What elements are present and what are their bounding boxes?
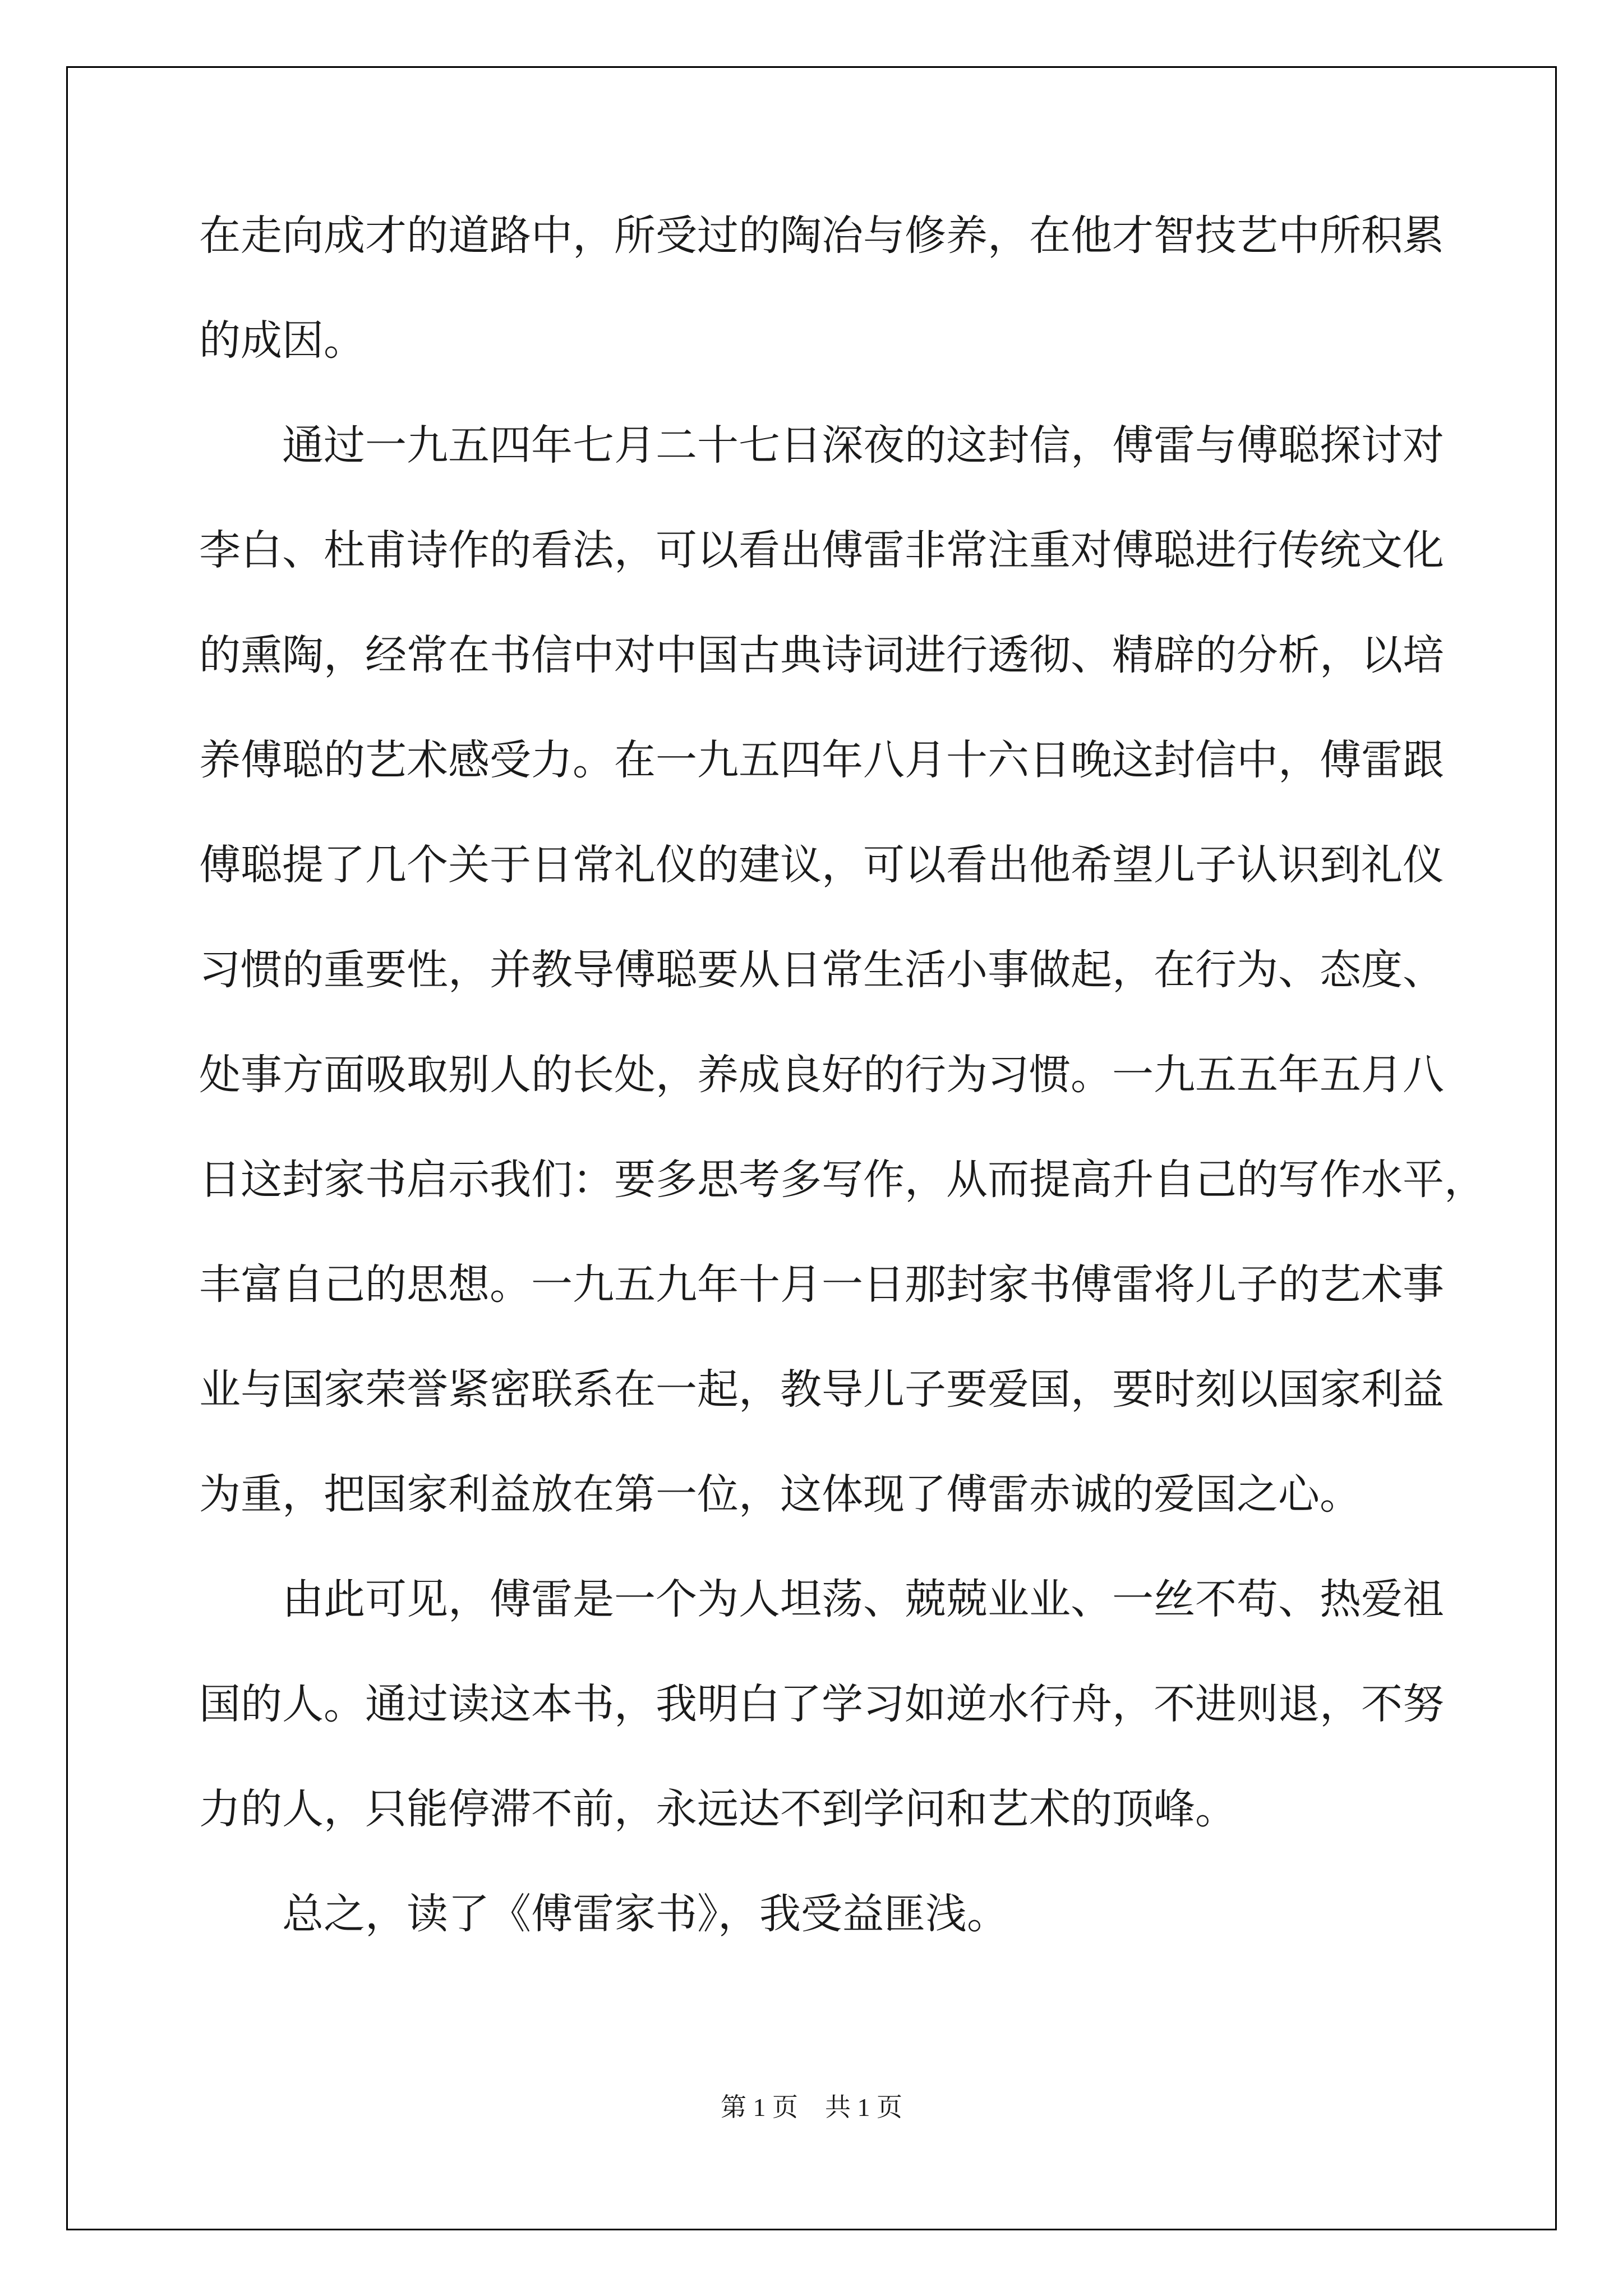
- text-line: 丰富自己的思想。一九五九年十月一日那封家书傅雷将儿子的艺术事: [199, 1260, 1444, 1309]
- page-footer: [0, 2091, 1623, 2124]
- text-line: 为重，把国家利益放在第一位，这体现了傅雷赤诚的爱国之心。: [199, 1470, 1361, 1519]
- page-number-current: 第 1 页: [721, 2093, 798, 2122]
- text-line: 的熏陶，经常在书信中对中国古典诗词进行透彻、精辟的分析，以培: [199, 631, 1444, 679]
- page-number-total: 共 1 页: [825, 2093, 902, 2122]
- text-line: 国的人。通过读这本书，我明白了学习如逆水行舟，不进则退，不努: [199, 1680, 1444, 1728]
- text-line: 力的人，只能停滞不前，永远达不到学问和艺术的顶峰。: [199, 1785, 1237, 1833]
- paragraph-start-line: 由此可见，傅雷是一个为人坦荡、兢兢业业、一丝不苟、热爱祖: [282, 1575, 1444, 1623]
- text-line: 傅聪提了几个关于日常礼仪的建议，可以看出他希望儿子认识到礼仪: [199, 841, 1444, 889]
- text-line: 在走向成才的道路中，所受过的陶冶与修养，在他才智技艺中所积累: [199, 211, 1444, 260]
- text-line: 处事方面吸取别人的长处，养成良好的行为习惯。一九五五年五月八: [199, 1051, 1444, 1099]
- text-line: 习惯的重要性，并教导傅聪要从日常生活小事做起，在行为、态度、: [199, 946, 1444, 994]
- text-line: 李白、杜甫诗作的看法，可以看出傅雷非常注重对傅聪进行传统文化: [199, 526, 1444, 574]
- text-line: 业与国家荣誉紧密联系在一起，教导儿子要爱国，要时刻以国家利益: [199, 1365, 1444, 1414]
- paragraph-start-line: 通过一九五四年七月二十七日深夜的这封信，傅雷与傅聪探讨对: [282, 421, 1444, 470]
- paragraph-start-line: 总之，读了《傅雷家书》，我受益匪浅。: [282, 1890, 1008, 1938]
- text-line: 养傅聪的艺术感受力。在一九五四年八月十六日晚这封信中，傅雷跟: [199, 736, 1444, 784]
- text-line: 的成因。: [199, 316, 365, 365]
- text-line: 日这封家书启示我们：要多思考多写作，从而提高升自己的写作水平，: [199, 1156, 1486, 1204]
